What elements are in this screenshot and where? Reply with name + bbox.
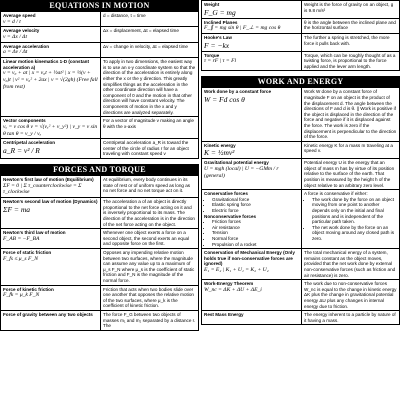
row-name: Average speed — [3, 13, 36, 18]
section-header-work-and-energy: WORK AND ENERGY — [201, 76, 400, 87]
row-name: Work done by a constant force — [204, 89, 272, 95]
list-item: • Normal force — [212, 236, 299, 242]
row-desc: The work due to non-conservative forces W_nc is equal to the change in kinetic energy ΔK plus the change in gravitational potential energy ΔU plus any changes in internal energy due to friction. — [304, 281, 397, 309]
list-item: • Gravitational force — [212, 197, 299, 203]
row-desc: The further a spring is stretched, the more force it pulls back with. — [304, 34, 390, 46]
table-row — [202, 33, 400, 51]
row-name: Force of gravity between any two objects — [3, 311, 93, 317]
row-desc: Torque, which can be roughly thought of as a twisting force, is proportional to the force applied and the lever arm length. — [304, 52, 396, 69]
table-row — [202, 159, 400, 190]
row-name: Conservation of Mechanical Energy (Only holds true if non-conservative forces are ignored) — [204, 250, 295, 267]
table-row — [1, 117, 199, 139]
row-desc: Δx = displacement, Δt = elapsed time — [103, 28, 179, 34]
row-name: Kinetic energy — [204, 142, 236, 148]
row-name: Newton's first law of motion (Equilibrium) — [3, 177, 94, 183]
section-header-forces-and-torque: FORCES AND TORQUE — [0, 164, 199, 175]
row-desc: To apply in two dimensions, the easiest way is to use an x-y coordinate system so that the direction of the acceleration is entirely along either the x or the y direction. This greatly simplifies things as the acceleration in the other coordinate direction will have a component of 0 and the motion in that other direction will have constant velocity. The components of motion in the x and y directions are analyzed separately. — [103, 59, 196, 115]
row-formula: ΣF = ma — [3, 204, 31, 214]
nonconservative-forces-list — [204, 219, 299, 247]
row-formula: v = v₀ + at | x = v₀t + ½at² | x = ½(v + v₀)t | v² = v₀² + 2ax | v = √(2gh) (Free fall from rest) — [3, 70, 98, 90]
row-name: Force of kinetic friction — [3, 286, 54, 292]
row-name: Average velocity — [3, 28, 40, 34]
table-row — [1, 12, 199, 27]
table-row — [1, 27, 199, 42]
row-formula: F_∥ = mg sin θ | F_⊥ = mg cos θ — [204, 25, 281, 32]
table-row — [202, 190, 400, 249]
row-name: Force of static friction — [3, 250, 52, 256]
row-name: Torque — [204, 52, 220, 58]
row-formula: F_fs ≤ μ_s F_N — [3, 255, 38, 262]
row-formula: vₓ = v cos θ v = √(vₓ² + v_y²) | v_y = v sin θ tan θ = v_y / vₓ — [3, 123, 98, 137]
table-row — [202, 88, 400, 141]
row-formula: W_nc = ΔK + ΔU + ΔE_i — [204, 286, 262, 293]
row-formula: F = −kx — [204, 40, 230, 50]
table-row — [202, 141, 400, 159]
row-formula: F_fk = μ_k F_N — [3, 292, 40, 299]
row-name: Newton's second law of motion (Dynamics) — [3, 199, 98, 205]
row-formula: v = d / t — [3, 18, 21, 25]
row-desc: θ is the angle between the inclined plane and the horizontal surface — [304, 19, 396, 31]
work-energy-table — [201, 87, 400, 325]
table-row — [1, 58, 199, 117]
row-name: Inclined Planes — [204, 19, 238, 25]
table-row — [1, 139, 199, 159]
right-column — [201, 0, 400, 400]
row-formula: ΣF = 0 | Σ τ_counterclockwise = Σ τ_clockwise — [3, 182, 82, 196]
row-formula: F_G = mg — [204, 7, 236, 17]
row-desc: Opposes any impending relative motion between two surfaces, where the magnitude can assume any value up to a maximum of μ_s F_N where μ_s is the coefficient of static friction and F_N is the magnitude of the normal force. — [103, 250, 195, 283]
list-item: • Propulsion of a rocket — [212, 242, 299, 248]
row-name: Rest Mass Energy — [204, 312, 244, 318]
table-row — [1, 42, 199, 57]
row-name: Linear motion kinematics 1-D (constant acceleration a) — [3, 59, 90, 70]
table-row — [202, 51, 400, 71]
row-formula: a = Δv / Δt — [3, 49, 28, 56]
row-name: Newton's third law of motion — [3, 230, 66, 236]
row-name: Average acceleration — [3, 43, 50, 49]
table-row — [1, 198, 199, 229]
section-header-equations-in-motion: EQUATIONS IN MOTION — [0, 0, 199, 11]
list-item: • Elastic spring force — [212, 202, 299, 208]
row-desc: A force is conservative if either: — [304, 191, 368, 197]
row-formula: v = Δx / Δt — [3, 33, 28, 40]
row-name: Centripetal acceleration — [3, 140, 56, 146]
table-row — [1, 310, 199, 330]
row-desc: Kinetic energy K for a mass m traveling at a speed v. — [304, 142, 393, 154]
row-desc: For a vector of magnitude v making an angle θ with the x-axis — [103, 118, 194, 129]
table-row — [202, 1, 400, 19]
table-row — [202, 18, 400, 33]
list-item: • The work done by the force on an object moving from one point to another depends only on the initial and final positions and is independent of the particular path taken. — [312, 197, 397, 225]
row-desc: At equilibrium, every body continues in its state of rest or of uniform speed as long as no net force and no net torque act on it. — [103, 177, 191, 194]
left-column — [0, 0, 199, 400]
table-row — [1, 285, 199, 310]
row-desc: Work W done by a constant force of magnitude F on an object is the product of the displacement d. The angle between the directions of F and d is θ. || Work is positive if the object is displaced in the direction of the force and negative if it is displaced against the force. The work is zero if the displacement is perpendicular to the direction of the force. — [304, 89, 397, 140]
list-item: • The net work done by the force on an object moving around any closed path is zero. — [312, 225, 397, 242]
list-item: • Electric force — [212, 208, 299, 214]
table-row — [1, 249, 199, 286]
list-item: • Air resistance — [212, 225, 299, 231]
row-desc: The acceleration a of an object is directly proportional to the net force acting on it and is inversely proportional to its mass. The direction of the acceleration is in the direction of the net force acting on the object. — [103, 199, 195, 227]
row-desc: The force F_G between two objects of masses m₁ and m₂ separated by a distance r. The — [103, 311, 196, 329]
row-desc: d = distance, t = time — [103, 13, 146, 18]
list-item: • Friction forces — [212, 219, 299, 225]
equations-table — [0, 11, 199, 159]
row-desc: Potential energy U is the energy that an object of mass m has by virtue of its position relative to the surface of the earth. That position is measured by the height h of the object relative to an arbitrary zero level. — [304, 160, 395, 188]
row-formula: K = ½mv² — [204, 148, 235, 158]
list-item: • Tension — [212, 230, 299, 236]
row-formula: F_AB = −F_BA — [3, 235, 40, 242]
table-row — [202, 311, 400, 325]
forces-table — [0, 175, 199, 331]
conservative-criteria-list — [304, 197, 397, 242]
row-formula: E₁ = E₂ | K₁ + U₁ = K₂ + U₂ — [204, 266, 269, 273]
row-desc: The total mechanical energy of a system, remains constant as the object moves, provided that the net work done by external non-conservative forces (such as friction and air resistance) is zero. — [304, 250, 396, 278]
row-name: Gravitational potential energy — [204, 160, 269, 166]
row-desc: Weight is the force of gravity on an object, g is 9.8 m/s² — [304, 2, 394, 13]
row-desc: Friction that acts when two bodies slide over one another that opposes the relative motion of the two surfaces, where μ_k is the coefficient of kinetic friction. — [103, 286, 194, 309]
row-name: Work-Energy Theorem — [204, 281, 254, 287]
row-name: Nonconservative forces — [204, 213, 257, 219]
row-name: Weight — [204, 2, 220, 7]
forces-table-continued — [201, 0, 400, 71]
table-row — [1, 176, 199, 198]
row-desc: Whenever one object exerts a force on a second object, the second exerts an equal and opposite force on the first. — [103, 230, 190, 247]
row-formula: W = Fd cos θ — [204, 94, 245, 104]
row-formula: τ = rF | τ = Fl — [204, 58, 237, 65]
table-row — [202, 249, 400, 280]
row-formula: a_R = v² / R — [3, 145, 40, 155]
row-desc: Centripetal acceleration a_R is toward the center of the circle of radius r for an object traveling with constant speed v — [103, 140, 189, 157]
row-name: Vector components — [3, 118, 46, 124]
row-desc: The energy inherent to a particle by nature of it having a mass. — [304, 312, 396, 323]
row-formula: U = mgh (local) | U = −GMm / r (general) — [204, 165, 279, 179]
row-name: Hooke's Law — [204, 34, 232, 40]
row-name: Conservative forces — [204, 191, 248, 197]
row-desc: Δv = change in velocity, Δt = elapsed time — [103, 43, 188, 49]
table-row — [202, 280, 400, 311]
table-row — [1, 229, 199, 249]
conservative-forces-list — [204, 197, 299, 214]
